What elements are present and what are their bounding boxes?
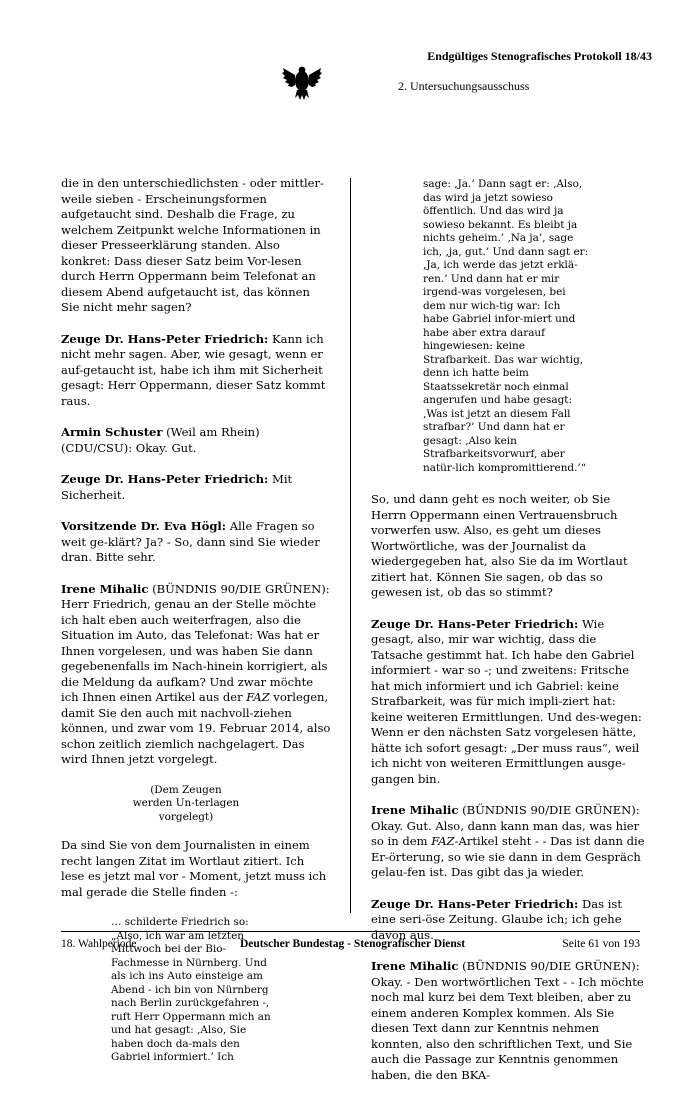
speaker-affiliation: (BÜNDNIS 90/DIE GRÜNEN): bbox=[458, 959, 640, 973]
paragraph bbox=[371, 803, 646, 881]
speech-text: Kann ich nicht mehr sagen. Aber, wie gesagt, wenn er auf-getaucht ist, habe ich ihm mit Sicherheit gesagt: Herr Oppermann, dieser Satz kommt raus. bbox=[61, 331, 326, 408]
paragraph bbox=[371, 959, 646, 1083]
paragraph: Da sind Sie von dem Journalisten in einem recht langen Zitat im Wortlaut zitiert. Ich lese es jetzt mal vor - Moment, jetzt muss ich mal gerade die Stelle finden -: bbox=[61, 838, 327, 899]
bundestag-eagle-icon bbox=[281, 64, 323, 102]
paragraph bbox=[371, 897, 646, 944]
paragraph bbox=[61, 332, 331, 410]
speaker-name: Irene Mihalic bbox=[371, 803, 459, 817]
paragraph bbox=[61, 582, 331, 768]
page-number: Seite 61 von 193 bbox=[562, 938, 640, 950]
block-quote: sage: ‚Ja.’ Dann sagt er: ‚Also, das wird ja jetzt sowieso öffentlich. Und das wird ja sowieso bekannt. Es bleibt ja nichts geheim.’ ‚Na ja’, sage ich, ‚ja, gut.’ Und dann sagt er: ‚Ja, ich werde das jetzt erklä-ren.’ Und dann hat er mir irgend-was vorgelesen, bei dem nur wich-tig war: Ich habe Gabriel infor-miert und habe aber extra darauf hingewiesen: keine Strafbarkeit. Das war wichtig, denn ich hatte beim Staatssekretär noch einmal angerufen und habe gesagt: ‚Was ist jetzt an diesem Fall strafbar?’ Und dann hat er gesagt: ‚Also kein Strafbarkeitsvorwurf, aber natür-lich kompromittierend.’“ bbox=[423, 178, 589, 474]
speech-text: Wie gesagt, also, mir war wichtig, dass die Tatsache gestimmt hat. Ich habe den Gabriel informiert - war so -; und zweitens: Fritsche hat mich informiert und ich Gabriel: keine Strafbarkeit, was für mich impli-ziert hat: keine weiteren Ermittlungen. Und des-wegen: Wenn er den nächsten Satz vorgelesen hätte, hätte ich sofort gesagt: „Der muss raus“, weil ich nicht von weiteren Ermittlungen ausge-gangen bin. bbox=[371, 616, 642, 786]
speech-text: Okay. Gut. Also, dann kann man das, was hier so in dem bbox=[371, 818, 640, 848]
speaker-name: Irene Mihalic bbox=[371, 959, 459, 973]
legislative-period: 18. Wahlperiode bbox=[61, 938, 137, 950]
speech-text: vorlegen, damit Sie den auch mit nachvoll-ziehen können, und zwar vom 19. Februar 2014, also schon zeitlich ziemlich nachgelagert. Das wird Ihnen jetzt vorgelegt. bbox=[61, 690, 331, 766]
protocol-title: Endgültiges Stenografisches Protokoll 18/43 bbox=[427, 49, 652, 63]
paragraph bbox=[61, 425, 331, 456]
speech-text: Das ist eine seri-öse Zeitung. Glaube ich; ich gehe davon aus. bbox=[371, 896, 622, 942]
speech-text: Herr Friedrich, genau an der Stelle möchte ich halt eben auch weiterfragen, also die Situation im Auto, das Telefonat: Was hat er Ihnen vorgelesen, und was haben Sie dann gegebenenfalls im Nach-hinein korrigiert, als die Meldung da aufkam? Und zwar möchte ich Ihnen einen Artikel aus der bbox=[61, 597, 328, 704]
speech-text: Okay. - Den wortwörtlichen Text - - Ich möchte noch mal kurz bei dem Text bleiben, aber zu einem anderen Komplex kommen. Als Sie diesen Text dann zur Kenntnis nehmen konnten, also den schriftlichen Text, und Sie auch die Passage zur Kenntnis genommen haben, die den BKA- bbox=[371, 974, 644, 1082]
speech-text: Alle Fragen so weit ge-klärt? Ja? - So, dann sind Sie wieder dran. Bitte sehr. bbox=[61, 519, 320, 564]
column-divider bbox=[350, 178, 351, 913]
paragraph: die in den unterschiedlichsten - oder mittler-weile sieben - Erscheinungsformen aufgetaucht sind. Deshalb die Frage, zu welchem Zeitpunkt welche Informationen in dieser Presseerklärung standen. Also konkret: Dass dieser Satz beim Vor-lesen durch Herrn Oppermann beim Telefonat an diesem Abend aufgetaucht ist, das können Sie nicht mehr sagen? bbox=[61, 176, 324, 314]
speech-text: -Artikel steht - - Das ist dann die Er-örterung, so wie sie dann in dem Gespräch gelau-fen ist. Das gibt das ja wieder. bbox=[371, 834, 645, 879]
stage-direction: (Dem Zeugen werden Un-terlagen vorgelegt) bbox=[132, 783, 240, 823]
speaker-affiliation: (Weil am Rhein) (CDU/CSU): bbox=[61, 425, 260, 455]
speaker-name: Armin Schuster bbox=[61, 425, 163, 439]
speaker-affiliation: (BÜNDNIS 90/DIE GRÜNEN): bbox=[458, 803, 640, 817]
footer-rule bbox=[61, 931, 640, 932]
paragraph bbox=[61, 472, 331, 503]
paragraph: So, und dann geht es noch weiter, ob Sie Herrn Oppermann einen Vertrauensbruch vorwerfen usw. Also, es geht um dieses Wortwörtliche, was der Journalist da wiedergegeben hat, also Sie da im Wortlaut zitiert hat. Können Sie sagen, ob das so gewesen ist, ob das so stimmt? bbox=[371, 492, 628, 599]
speaker-name: Zeuge Dr. Hans-Peter Friedrich: bbox=[61, 331, 269, 346]
newspaper-name: FAZ bbox=[246, 690, 270, 704]
committee-subtitle: 2. Untersuchungsausschuss bbox=[398, 79, 530, 93]
speaker-name: Vorsitzende Dr. Eva Högl: bbox=[61, 519, 227, 533]
speaker-name: Zeuge Dr. Hans-Peter Friedrich: bbox=[371, 616, 579, 631]
speech-text: Mit Sicherheit. bbox=[61, 472, 293, 502]
paragraph bbox=[371, 617, 646, 788]
speaker-name: Zeuge Dr. Hans-Peter Friedrich: bbox=[61, 472, 269, 486]
block-quote: … schilderte Friedrich so: „Also, ich war am letzten Mittwoch bei der Bio-Fachmesse in Nürnberg. Und als ich ins Auto einsteige am Abend - ich bin von Nürnberg nach Berlin zurückgefahren -, ruft Herr Oppermann mich an und hat gesagt: ‚Also, Sie haben doch da-mals den Gabriel informiert.’ Ich bbox=[111, 916, 271, 1063]
speaker-name: Zeuge Dr. Hans-Peter Friedrich: bbox=[371, 896, 579, 911]
newspaper-name: FAZ bbox=[431, 834, 455, 848]
right-column bbox=[371, 178, 646, 1099]
footer-publisher: Deutscher Bundestag - Stenografischer Dienst bbox=[240, 938, 466, 950]
speaker-affiliation: (BÜNDNIS 90/DIE GRÜNEN): bbox=[148, 581, 330, 596]
speaker-name: Irene Mihalic bbox=[61, 581, 149, 596]
speech-text: Okay. Gut. bbox=[132, 440, 197, 455]
paragraph bbox=[61, 519, 331, 566]
